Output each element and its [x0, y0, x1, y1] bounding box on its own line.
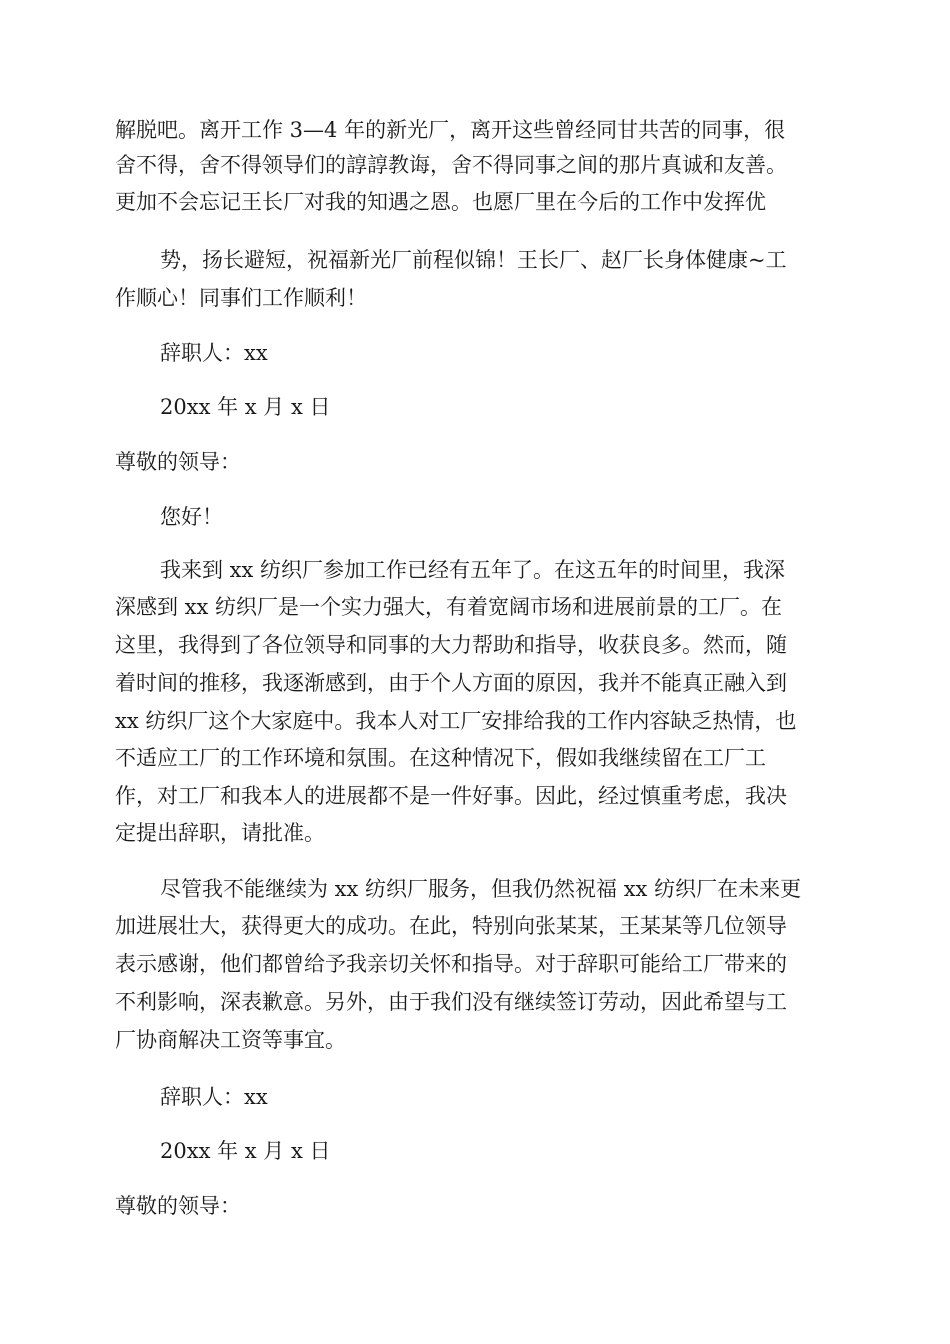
paragraph-line: xx 纺织厂这个大家庭中。我本人对工厂安排给我的工作内容缺乏热情，也	[115, 709, 797, 733]
paragraph-line: 厂协商解决工资等事宜。	[115, 1028, 346, 1052]
paragraph-line: 尽管我不能继续为 xx 纺织厂服务，但我仍然祝福 xx 纺织厂在未来更	[160, 877, 802, 901]
paragraph-line: 不利影响，深表歉意。另外，由于我们没有继续签订劳动，因此希望与工	[115, 990, 787, 1014]
paragraph-line: 舍不得，舍不得领导们的諄諄教诲，舍不得同事之间的那片真诚和友善。	[115, 153, 787, 177]
greeting: 您好！	[160, 505, 223, 529]
signature-name: 辞职人：xx	[160, 1085, 268, 1109]
signature-name: 辞职人：xx	[160, 341, 268, 365]
signature-date: 20xx 年 x 月 x 日	[160, 1139, 331, 1163]
paragraph-line: 加进展壮大，获得更大的成功。在此，特别向张某某，王某某等几位领导	[115, 914, 787, 938]
paragraph-line: 着时间的推移，我逐渐感到，由于个人方面的原因，我并不能真正融入到	[115, 671, 787, 695]
signature-date: 20xx 年 x 月 x 日	[160, 395, 331, 419]
paragraph-line: 势，扬长避短，祝福新光厂前程似锦！王长厂、赵厂长身体健康~工	[160, 248, 787, 272]
paragraph-line: 这里，我得到了各位领导和同事的大力帮助和指导，收获良多。然而，随	[115, 633, 787, 657]
paragraph-line: 作顺心！同事们工作顺利！	[115, 286, 367, 310]
salutation: 尊敬的领导：	[115, 1194, 241, 1218]
paragraph-line: 解脱吧。离开工作 3—4 年的新光厂，离开这些曾经同甘共苦的同事，很	[115, 118, 786, 142]
salutation: 尊敬的领导：	[115, 450, 241, 474]
paragraph-line: 我来到 xx 纺织厂参加工作已经有五年了。在这五年的时间里，我深	[160, 558, 786, 582]
paragraph-line: 更加不会忘记王长厂对我的知遇之恩。也愿厂里在今后的工作中发挥优	[115, 190, 766, 214]
paragraph-line: 表示感谢，他们都曾给予我亲切关怀和指导。对于辞职可能给工厂带来的	[115, 952, 787, 976]
paragraph-line: 深感到 xx 纺织厂是一个实力强大，有着宽阔市场和进展前景的工厂。在	[115, 595, 783, 619]
paragraph-line: 作，对工厂和我本人的进展都不是一件好事。因此，经过慎重考虑，我决	[115, 784, 787, 808]
paragraph-line: 不适应工厂的工作环境和氛围。在这种情况下，假如我继续留在工厂工	[115, 746, 766, 770]
paragraph-line: 定提出辞职，请批准。	[115, 821, 325, 845]
